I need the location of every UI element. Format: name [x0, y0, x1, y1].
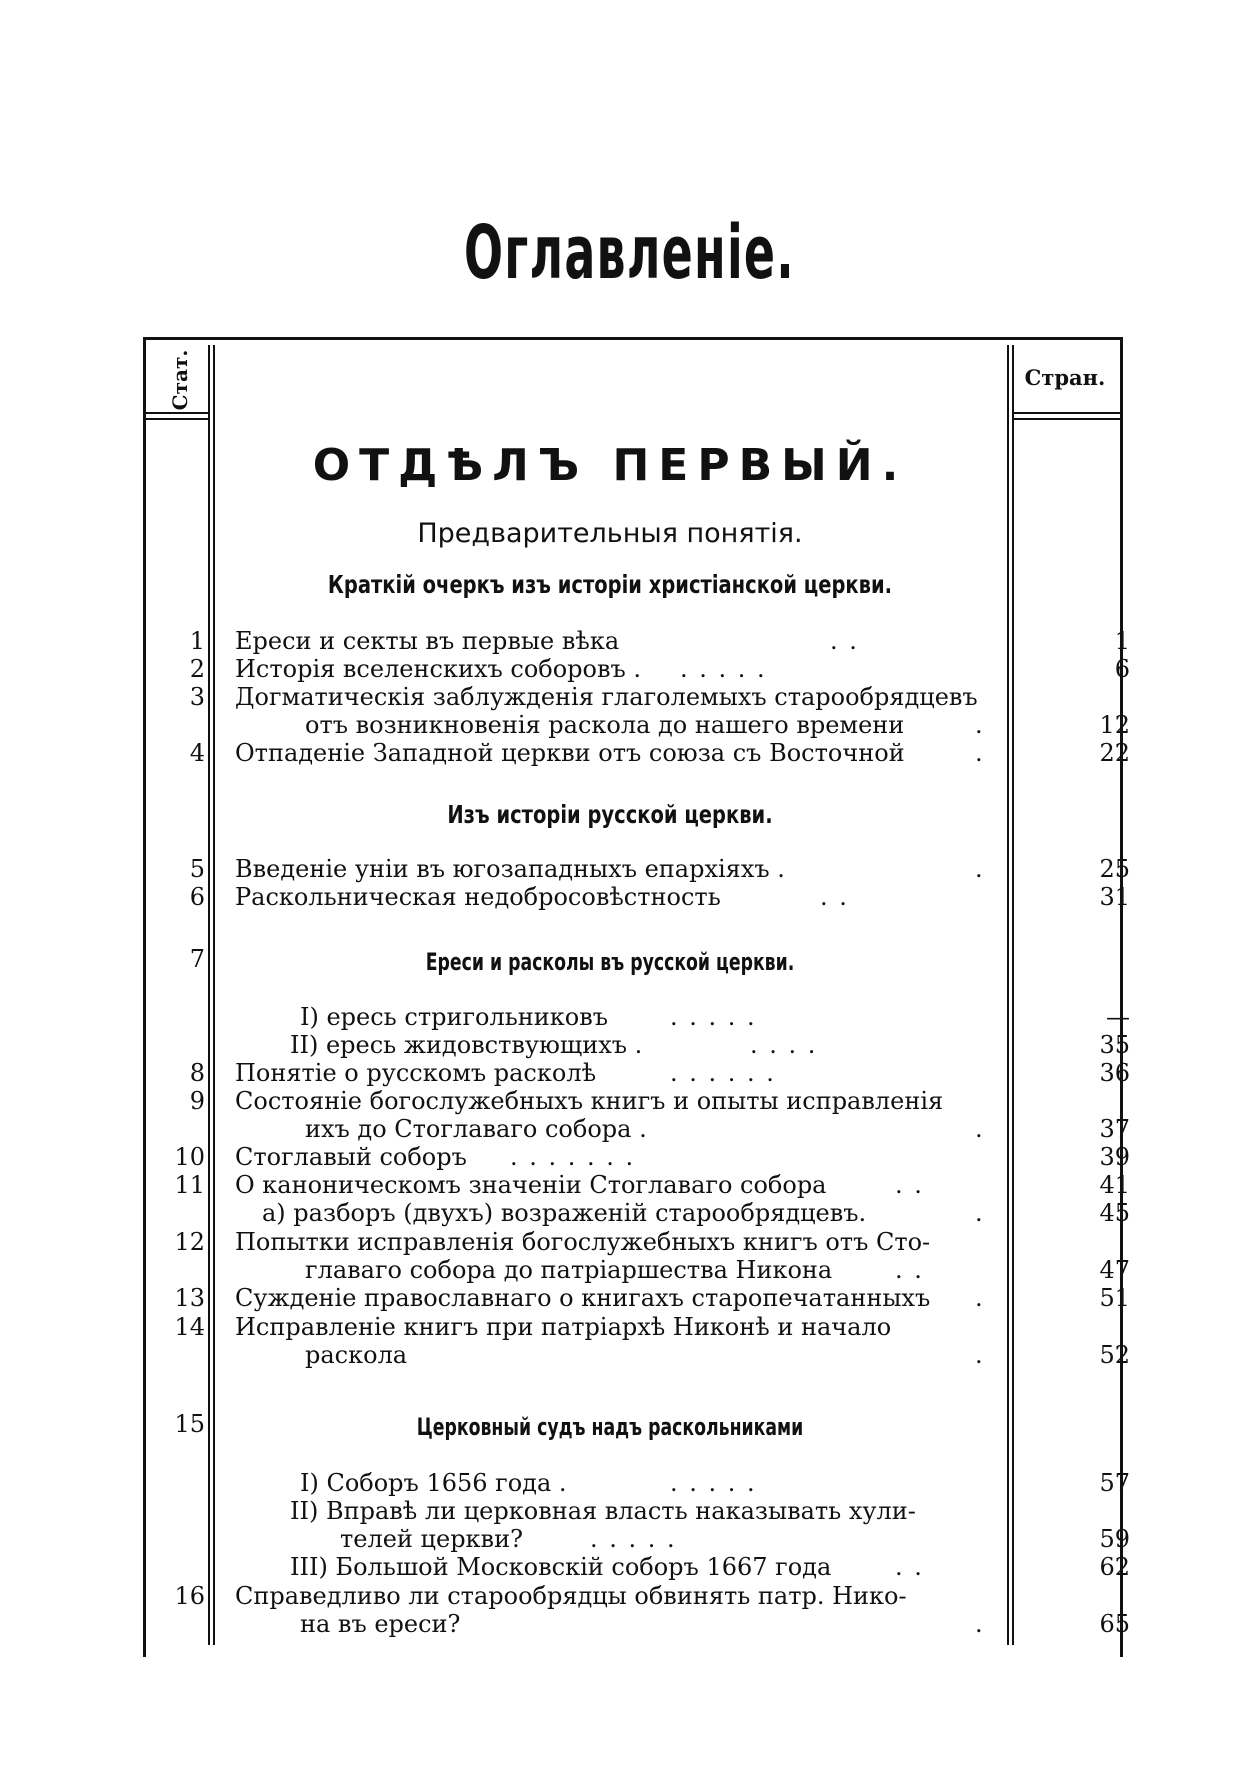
section-intro: Предварительныя понятія.	[417, 518, 803, 549]
toc-row	[0, 1582, 1259, 1611]
toc-row	[0, 855, 1259, 884]
page-number: 37	[1099, 1115, 1130, 1143]
entry-title: Догматическія заблужденія глаголемыхъ старообрядцевъ	[235, 683, 978, 711]
entry-title: Исторія вселенскихъ соборовъ .	[235, 655, 642, 683]
article-number: 12	[174, 1228, 205, 1256]
entry-title: Исправленіе книгъ при патріархѣ Никонѣ и начало	[235, 1313, 892, 1341]
toc-row	[0, 1610, 1259, 1639]
article-number: 15	[174, 1410, 205, 1438]
article-number: 3	[189, 683, 205, 711]
page-number: 51	[1099, 1284, 1130, 1312]
entry-title: Введеніе уніи въ югозападныхъ епархіяхъ .	[235, 855, 785, 883]
leader-dots: . .	[830, 627, 859, 655]
entry-title: ихъ до Стоглаваго собора .	[305, 1115, 647, 1143]
leader-dots: .	[975, 711, 985, 739]
leader-dots: . . . . .	[670, 1003, 757, 1031]
toc-row	[0, 1171, 1259, 1200]
leader-dots: . .	[895, 1256, 924, 1284]
page-number: 52	[1099, 1341, 1130, 1369]
leader-dots: . . . . .	[680, 655, 767, 683]
section-heading: Краткій очеркъ изъ исторіи христіанской церкви.	[327, 570, 893, 599]
article-number: 6	[189, 883, 205, 911]
entry-title: Справедливо ли старообрядцы обвинять патр. Нико-	[235, 1582, 907, 1610]
toc-row	[0, 1410, 1259, 1439]
toc-row	[0, 1553, 1259, 1582]
toc-row	[0, 1525, 1259, 1554]
leader-dots: . .	[820, 883, 849, 911]
page-number: 57	[1099, 1469, 1130, 1497]
leader-dots: .	[975, 855, 985, 883]
section-heading: Церковный судъ надъ раскольниками	[416, 1413, 804, 1441]
entry-title: Стоглавый соборъ	[235, 1143, 467, 1171]
page-number: 31	[1099, 883, 1130, 911]
toc-row	[0, 1087, 1259, 1116]
leader-dots: . . . .	[750, 1031, 818, 1059]
leader-dots: . . . . . . .	[510, 1143, 636, 1171]
leader-dots: . . . . .	[670, 1469, 757, 1497]
leader-dots: .	[975, 1284, 985, 1312]
entry-title: Отпаденіе Западной церкви отъ союза съ Восточной	[235, 739, 905, 767]
toc-row	[0, 627, 1259, 656]
leader-dots: . .	[895, 1171, 924, 1199]
page-number: 35	[1099, 1031, 1130, 1059]
part-title: ОТДѢЛЪ ПЕРВЫЙ.	[312, 440, 908, 491]
entry-title: на въ ереси?	[300, 1610, 461, 1638]
toc-row	[0, 683, 1259, 712]
toc-row	[0, 945, 1259, 974]
article-number: 14	[174, 1313, 205, 1341]
page-number: 39	[1099, 1143, 1130, 1171]
page-number: 47	[1099, 1256, 1130, 1284]
toc-row	[0, 1115, 1259, 1144]
page-number: 12	[1099, 711, 1130, 739]
column-header-article: Стат.	[168, 349, 192, 411]
entry-title: Попытки исправленія богослужебныхъ книгъ отъ Сто-	[235, 1228, 931, 1256]
entry-title: I) ересь стригольниковъ	[300, 1003, 609, 1031]
page-number: —	[1106, 1003, 1130, 1031]
entry-title: телей церкви?	[340, 1525, 523, 1553]
leader-dots: .	[975, 1199, 985, 1227]
entry-title: I) Соборъ 1656 года .	[300, 1469, 567, 1497]
page-number: 65	[1099, 1610, 1130, 1638]
entry-title: Раскольническая недобросовѣстность	[235, 883, 721, 911]
toc-row	[0, 1228, 1259, 1257]
page-number: 6	[1114, 655, 1130, 683]
article-number: 8	[189, 1059, 205, 1087]
toc-row	[0, 1313, 1259, 1342]
toc-row	[0, 711, 1259, 740]
toc-row	[0, 739, 1259, 768]
entry-title: Состояніе богослужебныхъ книгъ и опыты исправленія	[235, 1087, 944, 1115]
section-heading: Ереси и расколы въ русской церкви.	[425, 948, 795, 976]
toc-row	[0, 1059, 1259, 1088]
toc-row	[0, 883, 1259, 912]
article-number: 7	[189, 945, 205, 973]
page-title: Оглавленіе.	[464, 210, 795, 296]
entry-title: а) разборъ (двухъ) возраженій старообрядцевъ.	[262, 1199, 867, 1227]
page-number: 45	[1099, 1199, 1130, 1227]
leader-dots: .	[975, 1610, 985, 1638]
leader-dots: .	[975, 739, 985, 767]
toc-row	[0, 1031, 1259, 1060]
article-number: 11	[174, 1171, 205, 1199]
entry-title: II) ересь жидовствующихъ .	[290, 1031, 643, 1059]
page-number: 25	[1099, 855, 1130, 883]
toc-row	[0, 1003, 1259, 1032]
toc-row	[0, 1341, 1259, 1370]
article-number: 13	[174, 1284, 205, 1312]
entry-title: раскола	[305, 1341, 408, 1369]
leader-dots: . .	[895, 1553, 924, 1581]
page-number: 36	[1099, 1059, 1130, 1087]
toc-row	[0, 1199, 1259, 1228]
leader-dots: . . . . .	[590, 1525, 677, 1553]
entry-title: Сужденіе православнаго о книгахъ старопечатанныхъ	[235, 1284, 931, 1312]
page-number: 41	[1099, 1171, 1130, 1199]
page-number: 22	[1099, 739, 1130, 767]
entry-title: III) Большой Московскій соборъ 1667 года	[290, 1553, 832, 1581]
entry-title: отъ возникновенія раскола до нашего времени	[305, 711, 905, 739]
leader-dots: . . . . . .	[670, 1059, 776, 1087]
toc-row	[0, 1256, 1259, 1285]
page-number: 62	[1099, 1553, 1130, 1581]
toc-row	[0, 655, 1259, 684]
column-header-page: Стран.	[1024, 365, 1106, 390]
entry-title: главаго собора до патріаршества Никона	[305, 1256, 833, 1284]
article-number: 16	[174, 1582, 205, 1610]
toc-row	[0, 1497, 1259, 1526]
article-number: 1	[189, 627, 205, 655]
entry-title: Понятіе о русскомъ расколѣ	[235, 1059, 597, 1087]
article-number: 9	[189, 1087, 205, 1115]
page-number: 1	[1114, 627, 1130, 655]
entry-title: О каноническомъ значеніи Стоглаваго собора	[235, 1171, 827, 1199]
article-number: 10	[174, 1143, 205, 1171]
entry-title: Ереси и секты въ первые вѣка	[235, 627, 620, 655]
article-number: 5	[189, 855, 205, 883]
article-number: 4	[189, 739, 205, 767]
entry-title: II) Вправѣ ли церковная власть наказывать хули-	[290, 1497, 916, 1525]
section-heading: Изъ исторіи русской церкви.	[447, 800, 773, 829]
page-number: 59	[1099, 1525, 1130, 1553]
toc-row	[0, 1143, 1259, 1172]
toc-row	[0, 1284, 1259, 1313]
leader-dots: .	[975, 1115, 985, 1143]
article-number: 2	[189, 655, 205, 683]
toc-row	[0, 1469, 1259, 1498]
leader-dots: .	[975, 1341, 985, 1369]
